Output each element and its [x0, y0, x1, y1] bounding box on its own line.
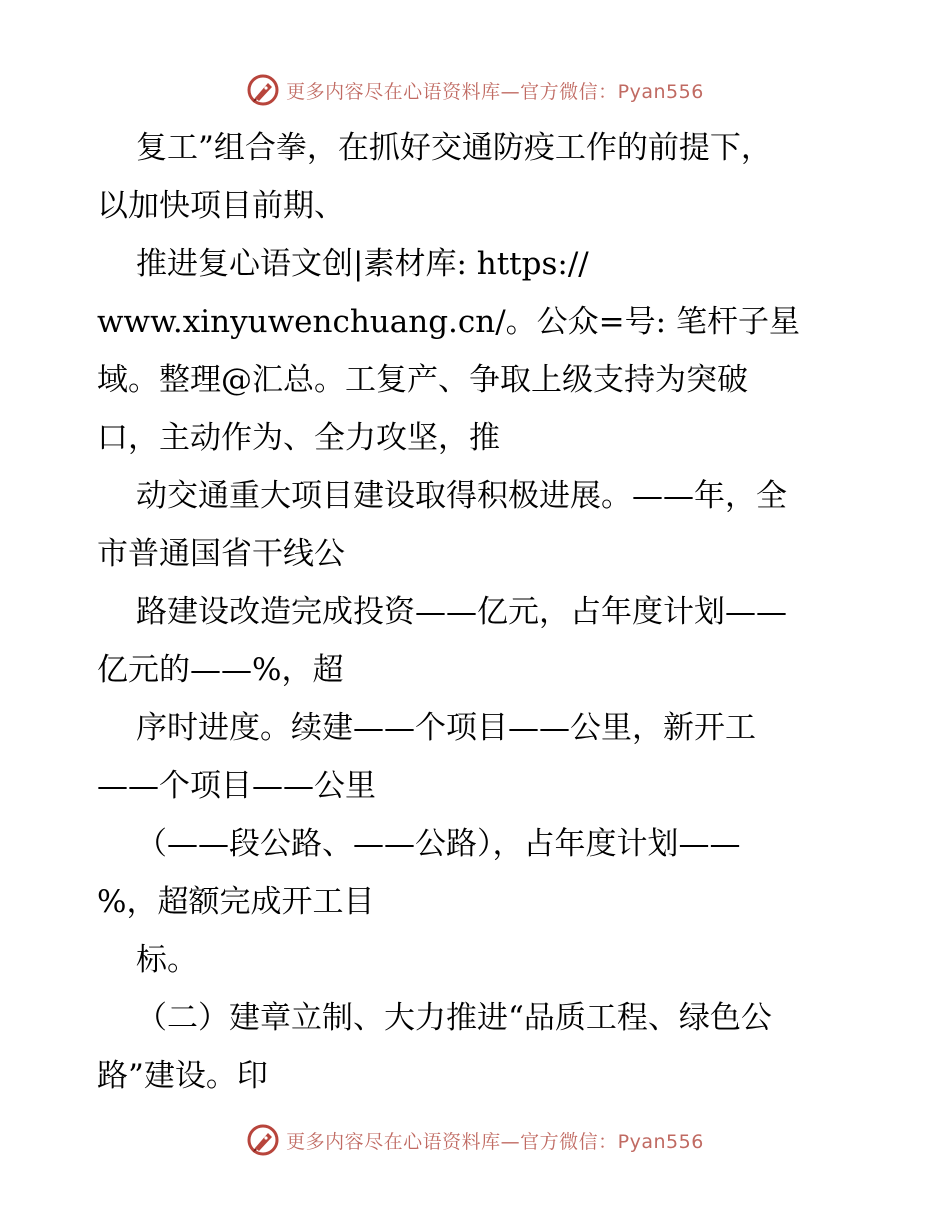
- body-line: 口，主动作为、全力攻坚，推: [97, 420, 500, 456]
- body-line: %，超额完成开工目: [97, 884, 375, 920]
- body-line: 路建设改造完成投资——亿元，占年度计划——: [136, 594, 787, 630]
- footer-banner: [0, 1120, 950, 1160]
- pen-nib-logo-icon: [246, 1123, 280, 1157]
- body-line: www.xinyuwenchuang.cn/。公众=号: 笔杆子星: [97, 304, 800, 340]
- body-line: 复工”组合拳，在抓好交通防疫工作的前提下，: [136, 130, 772, 166]
- body-line: 序时进度。续建——个项目——公里，新开工: [136, 710, 756, 746]
- body-line: 以加快项目前期、: [97, 188, 345, 224]
- header-banner-text: 更多内容尽在心语资料库—官方微信：Pyan556: [286, 80, 704, 103]
- footer-banner-text: 更多内容尽在心语资料库—官方微信：Pyan556: [286, 1130, 704, 1153]
- body-line: 市普通国省干线公: [97, 536, 345, 572]
- body-line: ——个项目——公里: [97, 768, 376, 804]
- body-line: 推进复心语文创|素材库: https://: [136, 246, 589, 282]
- body-line: 域。整理@汇总。工复产、争取上级支持为突破: [97, 362, 748, 398]
- body-line: 标。: [136, 942, 198, 978]
- body-line: （——段公路、——公路），占年度计划——: [136, 826, 741, 862]
- body-line: 亿元的——%，超: [97, 652, 344, 688]
- body-line: 动交通重大项目建设取得积极进展。——年，全: [136, 478, 787, 514]
- body-line: 路”建设。印: [97, 1058, 268, 1094]
- footer-banner-inner: [246, 1123, 704, 1157]
- body-line: （二）建章立制、大力推进“品质工程、绿色公: [136, 1000, 772, 1036]
